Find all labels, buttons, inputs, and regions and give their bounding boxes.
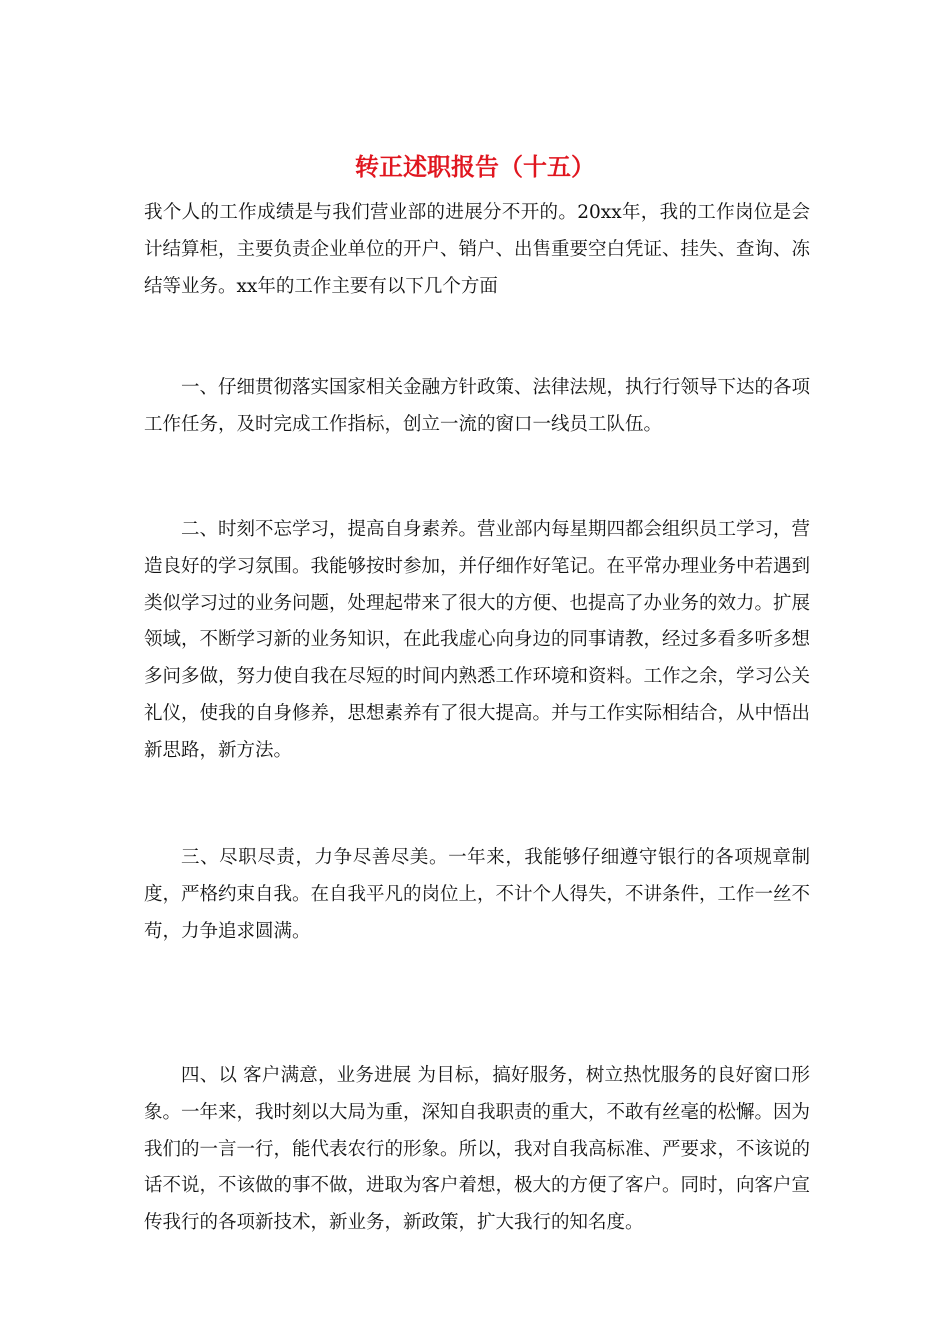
section-1-paragraph: 一、仔细贯彻落实国家相关金融方针政策、法律法规，执行行领导下达的各项工作任务，及时完成工作指标，创立一流的窗口一线员工队伍。: [144, 377, 811, 435]
section-2-paragraph: 二、时刻不忘学习，提高自身素养。营业部内每星期四都会组织员工学习，营造良好的学习氛围。我能够按时参加，并仔细作好笔记。在平常办理业务中若遇到类似学习过的业务问题，处理起带来了很大的方便、也提高了办业务的效力。扩展领域，不断学习新的业务知识，在此我虚心向身边的同事请教，经过多看多听多想多问多做，努力使自我在尽短的时间内熟悉工作环境和资料。工作之余，学习公关礼仪，使我的自身修养，思想素养有了很大提高。并与工作实际相结合，从中悟出新思路，新方法。: [144, 519, 811, 761]
section-4-paragraph: 四、以 客户满意，业务进展 为目标，搞好服务，树立热忱服务的良好窗口形象。一年来，我时刻以大局为重，深知自我职责的重大，不敢有丝毫的松懈。因为我们的一言一行，能代表农行的形象。所以，我对自我高标准、严要求，不该说的话不说，不该做的事不做，进取为客户着想，极大的方便了客户。同时，向客户宣传我行的各项新技术，新业务，新政策，扩大我行的知名度。: [144, 1065, 811, 1234]
document-title: 转正述职报告（十五）: [355, 152, 595, 181]
section-3-paragraph: 三、尽职尽责，力争尽善尽美。一年来，我能够仔细遵守银行的各项规章制度，严格约束自我。在自我平凡的岗位上，不计个人得失，不讲条件，工作一丝不苟，力争追求圆满。: [144, 847, 811, 942]
intro-paragraph: 我个人的工作成绩是与我们营业部的进展分不开的。20xx年，我的工作岗位是会计结算柜，主要负责企业单位的开户、销户、出售重要空白凭证、挂失、查询、冻结等业务。xx年的工作主要有以下几个方面: [144, 202, 811, 297]
